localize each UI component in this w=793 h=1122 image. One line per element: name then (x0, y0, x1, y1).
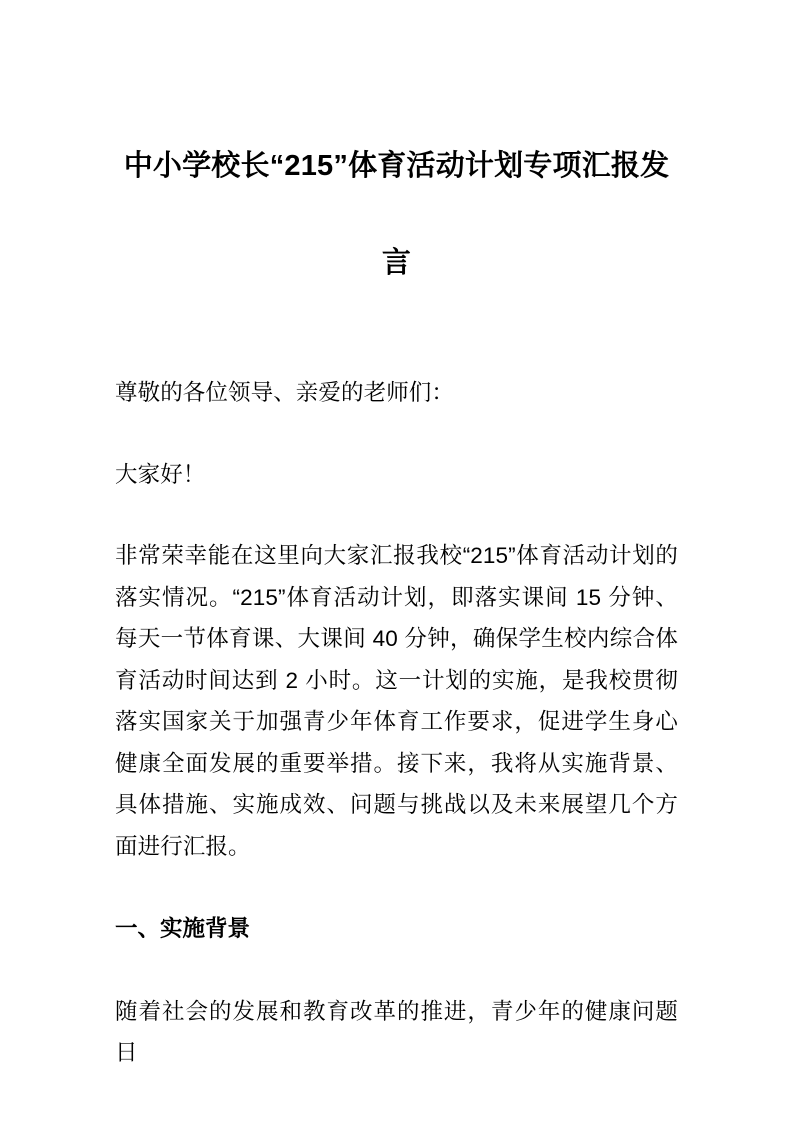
page-title: 中小学校长“215”体育活动计划专项汇报发言 (123, 150, 670, 279)
section-heading-one: 一、实施背景 (115, 916, 251, 941)
greeting-paragraph: 大家好！ (115, 461, 206, 487)
salutation-paragraph: 尊敬的各位领导、亲爱的老师们： (115, 380, 455, 405)
title-body-spacer (115, 312, 678, 372)
introduction-paragraph: 非常荣幸能在这里向大家汇报我校“215”体育活动计划的落实情况。“215”体育活动计划，即落实课间 15 分钟、每天一节体育课、大课间 40 分钟，确保学生校内综合体育活动时间达到 2 小时。这一计划的实施，是我校贯彻落实国家关于加强青少年体育工作要求，促进学生身心健康全面发展的重要举措。接下来，我将从实施背景、具体措施、实施成效、问题与挑战以及未来展望几个方面进行汇报。 (115, 543, 678, 859)
section-one-paragraph: 随着社会的发展和教育改革的推进，青少年的健康问题日 (115, 998, 678, 1065)
